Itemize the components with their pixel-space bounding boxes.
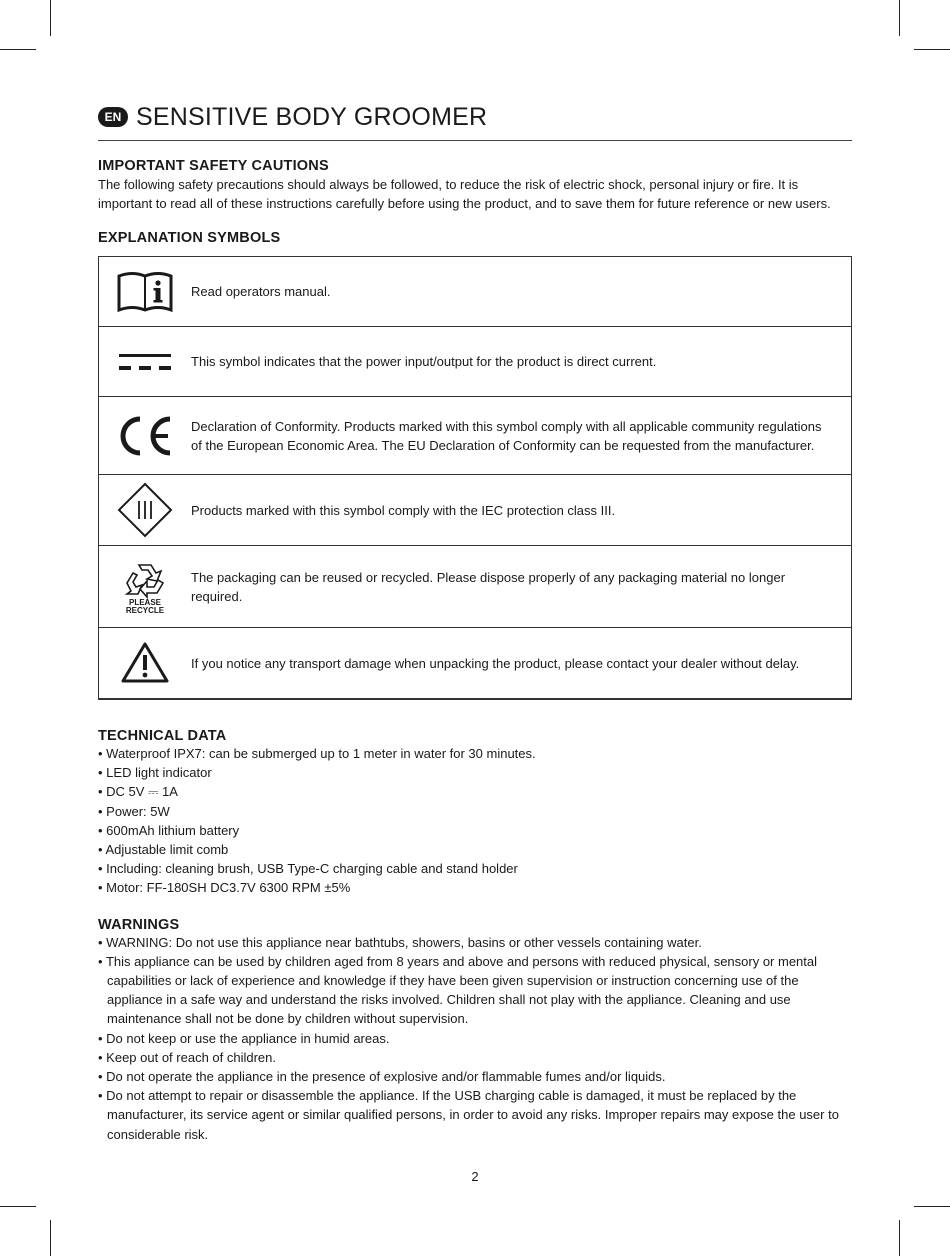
language-badge: EN bbox=[98, 107, 128, 127]
symbol-description: The packaging can be reused or recycled. Please dispose properly of any packaging material no longer required. bbox=[191, 569, 786, 604]
symbol-row bbox=[99, 628, 851, 698]
safety-section bbox=[98, 158, 852, 213]
list-item: • Motor: FF-180SH DC3.7V 6300 RPM ±5% bbox=[98, 878, 852, 897]
symbol-row bbox=[99, 546, 851, 628]
recycle-label: RECYCLE bbox=[125, 605, 165, 615]
symbol-row bbox=[99, 397, 851, 475]
list-item: • This appliance can be used by children aged from 8 years and above and persons with reduced physical, sensory or mental capabilities or lack of experience and knowledge if they have been given supervision or instruction concerning use of the appliance in a safe way and understand the risks involved. Children shall not play with the appliance. Cleaning and use maintenance shall not be done by children without supervision. bbox=[98, 952, 852, 1029]
technical-list bbox=[98, 744, 852, 898]
symbol-description: If you notice any transport damage when unpacking the product, please contact your dealer without delay. bbox=[191, 655, 800, 671]
list-item: • Do not operate the appliance in the presence of explosive and/or flammable fumes and/or liquids. bbox=[98, 1067, 852, 1086]
protection-class-iii-icon bbox=[99, 481, 191, 539]
header-divider bbox=[98, 140, 852, 141]
list-item: • Power: 5W bbox=[98, 802, 852, 821]
list-item: • 600mAh lithium battery bbox=[98, 821, 852, 840]
warning-triangle-icon bbox=[99, 641, 191, 685]
safety-text: The following safety precautions should always be followed, to reduce the risk of electric shock, personal injury or fire. It is important to read all of these instructions carefully before using the product, and to save them for future reference or new users. bbox=[98, 177, 831, 211]
document-title: SENSITIVE BODY GROOMER bbox=[136, 102, 488, 131]
list-item: • Do not attempt to repair or disassemble the appliance. If the USB charging cable is damaged, it must be replaced by the manufacturer, its service agent or similar qualified persons, in order to avoid any risks. Improper repairs may expose the user to considerable risk. bbox=[98, 1086, 852, 1144]
warnings-heading: WARNINGS bbox=[98, 916, 180, 933]
crop-mark bbox=[914, 49, 950, 50]
crop-mark bbox=[0, 1206, 36, 1207]
crop-mark bbox=[50, 0, 51, 36]
list-item: • WARNING: Do not use this appliance near bathtubs, showers, basins or other vessels containing water. bbox=[98, 933, 852, 952]
symbol-description: Products marked with this symbol comply with the IEC protection class III. bbox=[191, 502, 616, 518]
recycle-icon bbox=[99, 559, 191, 615]
symbol-description: This symbol indicates that the power input/output for the product is direct current. bbox=[191, 354, 657, 369]
ce-mark-icon bbox=[99, 413, 191, 459]
manual-book-icon bbox=[99, 270, 191, 314]
list-item: • Do not keep or use the appliance in humid areas. bbox=[98, 1029, 852, 1048]
symbol-row bbox=[99, 257, 851, 327]
list-item: • Including: cleaning brush, USB Type-C charging cable and stand holder bbox=[98, 859, 852, 878]
list-item: • Keep out of reach of children. bbox=[98, 1048, 852, 1067]
symbol-description: Read operators manual. bbox=[191, 284, 331, 299]
crop-mark bbox=[899, 1220, 900, 1256]
symbols-heading: EXPLANATION SYMBOLS bbox=[98, 230, 281, 246]
recycle-label: PLEASE bbox=[128, 597, 161, 607]
symbol-row bbox=[99, 327, 851, 397]
technical-heading: TECHNICAL DATA bbox=[98, 728, 227, 744]
crop-mark bbox=[914, 1206, 950, 1207]
page-number: 2 bbox=[471, 1169, 479, 1184]
document-header bbox=[98, 100, 852, 134]
warnings-section bbox=[98, 917, 852, 1144]
list-item: • Waterproof IPX7: can be submerged up to 1 meter in water for 30 minutes. bbox=[98, 744, 852, 763]
document-page bbox=[98, 100, 852, 1144]
crop-mark bbox=[899, 0, 900, 36]
list-item: • Adjustable limit comb bbox=[98, 840, 852, 859]
technical-section bbox=[98, 728, 852, 898]
list-item: • DC 5V ⎓ 1A bbox=[98, 782, 852, 801]
symbol-description: Declaration of Conformity. Products marked with this symbol comply with all applicable community regulations of the European Economic Area. The EU Declaration of Conformity can be requested from the manufacturer. bbox=[191, 418, 822, 453]
crop-mark bbox=[0, 49, 36, 50]
crop-mark bbox=[50, 1220, 51, 1256]
symbol-row bbox=[99, 475, 851, 546]
list-item: • LED light indicator bbox=[98, 763, 852, 782]
warnings-list bbox=[98, 933, 852, 1144]
symbols-section bbox=[98, 230, 852, 700]
symbols-table bbox=[98, 256, 852, 700]
direct-current-icon bbox=[99, 350, 191, 374]
safety-heading: IMPORTANT SAFETY CAUTIONS bbox=[98, 158, 329, 174]
